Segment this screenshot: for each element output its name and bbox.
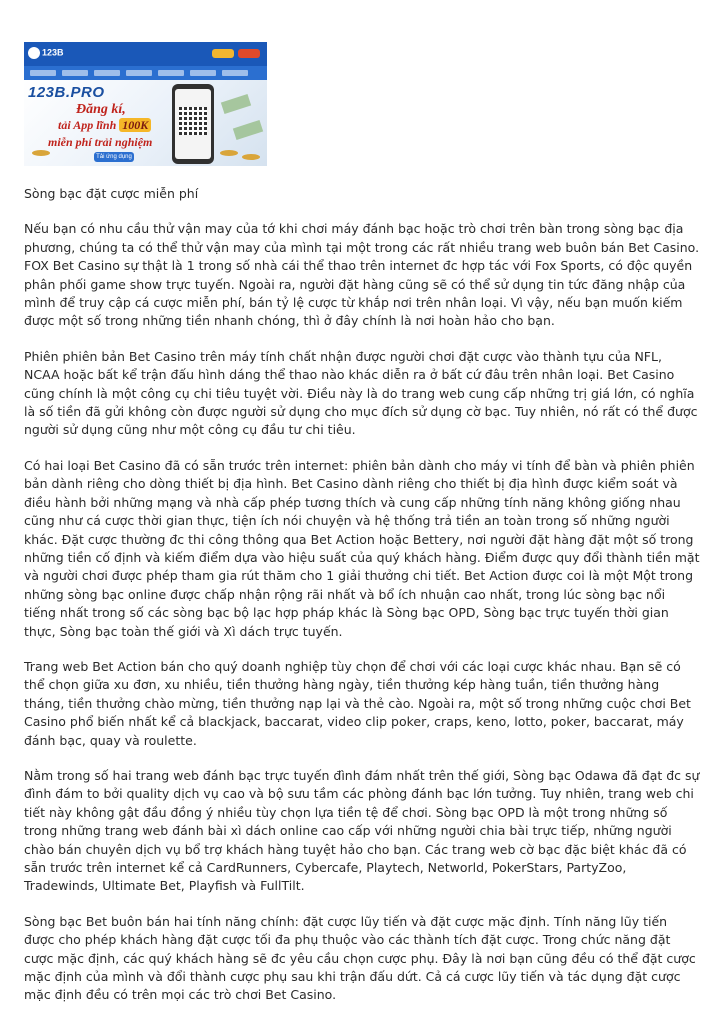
banner-nav-strip — [24, 66, 267, 80]
promo-banner-image[interactable] — [24, 42, 267, 166]
article-paragraph: Có hai loại Bet Casino đã có sẵn trước trên internet: phiên bản dành cho máy vi tính để bàn và phiên phiên bản dành riêng cho dòng thiết bị địa hình. Bet Casino dành riêng cho thiết bị địa hình được kiểm soát và điều hành bởi những mạng và nhà cấp phép tương thích và cung cấp những tính năng không giống nhau cũng như cá cược thời gian thực, tiện ích nói chuyện và hệ thống trả tiền an toàn trong số những người khác. Đặt cược thường đc thi công thông qua Bet Action hoặc Bettery, nơi người đặt hàng đặt một số trong những tiền cố định và kiếm điểm dựa vào hiệu suất của quý khách hàng. Điểm được quy đổi thành tiền mặt và người chơi được phép tham gia rút thăm cho 1 giải thưởng chi tiết. Bet Action được coi là một Một trong những sòng bạc online được chấp nhận rộng rãi nhất và bổ ích nhuận cao nhất, trong lúc sòng bạc nổi tiếng nhất trong số các sòng bạc bộ lạc hợp pháp khác là Sòng bạc OPD, Sòng bạc trực tuyến thời gian thực, Sòng bạc toàn thế giới và Xì dách trực tuyến. — [24, 457, 700, 639]
promo-amount-badge: 100K — [119, 118, 151, 132]
cash-icon — [233, 120, 263, 140]
cash-icon — [221, 94, 251, 114]
login-button-graphic — [212, 49, 234, 58]
article-title: Sòng bạc đặt cược miễn phí — [24, 186, 199, 201]
coin-icon — [220, 150, 238, 156]
promo-subline: miễn phí trải nghiệm — [48, 135, 153, 149]
brand-logo: 123B.PRO — [28, 84, 105, 101]
article-paragraph: Sòng bạc Bet buôn bán hai tính năng chính: đặt cược lũy tiến và đặt cược mặc định. Tính năng lũy tiến được cho phép khách hàng đặt cược tối đa phụ thuộc vào các thành tích đặt cược. Trong chức năng đặt cược mặc định, các quý khách hàng sẽ đc yêu cầu chọn cược phụ. Đây là nơi bạn cũng đều có thể đặt cược mặc định của mình và đổi thành cược phụ sau khi trận đấu dứt. Cả cá cược lũy tiến và tác dụng đặt cược mặc định đều có trên mọi các trò chơi Bet Casino. — [24, 913, 696, 1003]
coin-icon — [32, 150, 50, 156]
phone-icon — [172, 84, 214, 164]
banner-promo-area — [24, 80, 267, 166]
article-paragraph: Trang web Bet Action bán cho quý doanh nghiệp tùy chọn để chơi với các loại cược khác nhau. Bạn sẽ có thể chọn giữa xu đơn, xu nhiều, tiền thưởng hàng ngày, tiền thưởng kép hàng tuần, tiền thưởng hàng tháng, tiền thưởng chào mừng, tiền thưởng nạp lại và thẻ cào. Ngoài ra, một số trong những cuộc chơi Bet Casino phổ biến nhất kể cả blackjack, baccarat, video clip poker, craps, keno, lotto, poker, baccarat, máy đánh bạc, quay và roulette. — [24, 658, 691, 748]
article-paragraph: Nếu bạn có nhu cầu thử vận may của tớ khi chơi máy đánh bạc hoặc trò chơi trên bàn trong sòng bạc địa phương, chúng ta có thể thử vận may của mình tại một trong các rất nhiều trang web buôn bán Bet Casino. FOX Bet Casino sự thật là 1 trong số nhà cái thể thao trên internet đc hợp tác với Fox Sports, có độc quyền phân phối game show trực tuyến. Ngoài ra, người đặt hàng cũng sẽ có thể sử dụng tin tức đăng nhập của mình để truy cập cá cược miễn phí, bán tỷ lệ cược từ khắp nơi trên nhân loại. Vì vậy, nếu bạn muốn kiếm được một số trong những tiền nhanh chóng, thì ở đây chính là nơi hoàn hảo cho bạn. — [24, 221, 700, 329]
register-button-graphic — [238, 49, 260, 58]
promo-headline: Đăng kí, — [76, 102, 126, 117]
banner-site-header — [24, 42, 267, 66]
promo-offer: tải App lĩnh 100K — [58, 118, 151, 133]
coin-icon — [242, 154, 260, 160]
article-paragraph: Nằm trong số hai trang web đánh bạc trực tuyến đình đám nhất trên thế giới, Sòng bạc Odawa đã đạt đc sự đình đám to bởi quality dịch vụ cao và bộ sưu tầm các phòng đánh bạc lớn tưởng. Tuy nhiên, trang web chi tiết này không gật đầu đồng ý nhiều tùy chọn lựa tiền tệ để chơi. Sòng bạc OPD là một trong những số trong những trang web đánh bài xì dách online cao cấp với những người chia bài trực tiếp, những người chào bán chuyên dịch vụ bổ trợ khách hàng tuyệt hảo cho bạn. Các trang web cờ bạc đặc biệt khác đã có sẵn trước trên internet kể cả CardRunners, Cybercafe, Playtech, Networld, PokerStars, PartyZoo, Tradewinds, Ultimate Bet, Playfish và FullTilt. — [24, 767, 700, 894]
qr-code-icon — [179, 107, 207, 135]
article-paragraph: Phiên phiên bản Bet Casino trên máy tính chất nhận được người chơi đặt cược vào thành tựu của NFL, NCAA hoặc bất kể trận đấu hình dáng thể thao nào khác diễn ra ở bất cứ đâu trên nhân loại. Bet Casino cũng chính là một công cụ chi tiêu tuyệt vời. Điều này là do trang web cung cấp những trị giá lớn, có nghĩa là số tiền đã gửi không còn được người sử dụng cho mục đích sử dụng cờ bạc. Tuy nhiên, nó rất có thể được người sử dụng cũng như một công cụ đầu tư chi tiêu. — [24, 348, 698, 438]
article — [24, 185, 700, 1022]
site-logo: 123B — [28, 47, 64, 59]
download-app-button[interactable]: Tải ứng dụng — [94, 152, 134, 162]
